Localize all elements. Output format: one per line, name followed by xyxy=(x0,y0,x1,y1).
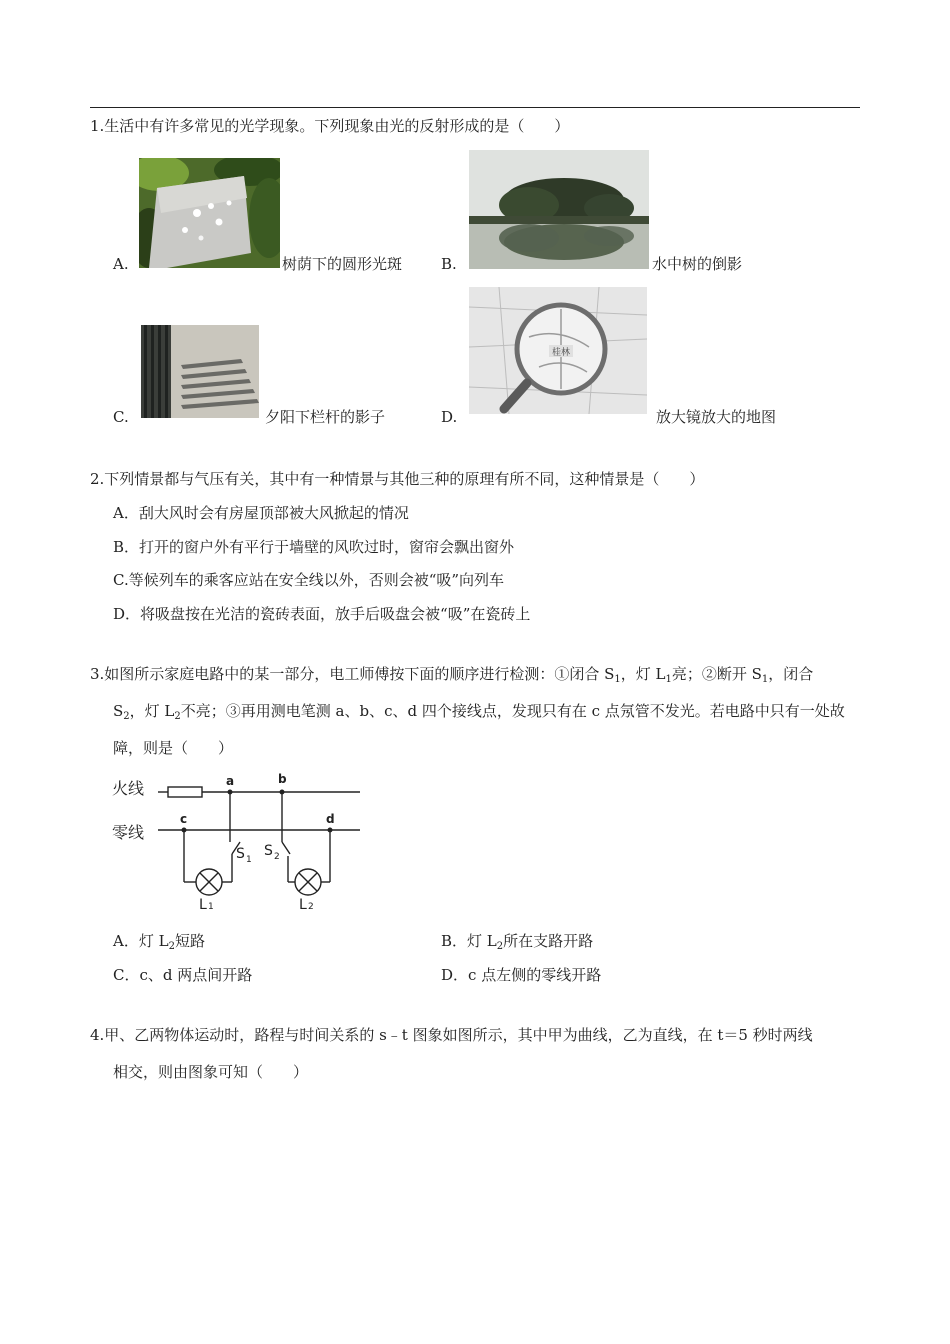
svg-text:1: 1 xyxy=(246,855,252,865)
map-label: 桂林 xyxy=(551,348,571,358)
neutral-wire-label: 零线 xyxy=(112,823,145,842)
option-a-image xyxy=(139,158,280,268)
lamp-l1 xyxy=(196,869,222,895)
option-b-text: 水中树的倒影 xyxy=(652,255,743,273)
svg-text:2: 2 xyxy=(308,902,314,910)
option-d-letter: D. xyxy=(441,408,458,426)
node-c: c xyxy=(180,812,188,826)
q3-line-2: $S_2$，灯 $L_2$不亮；③再用测电笔测 a、b、c、d 四个接线点，发现只有在 c 点氖管不发光。若电路中只有一处故 xyxy=(113,702,845,722)
switch-s2 xyxy=(282,842,290,854)
svg-text:2: 2 xyxy=(274,852,280,862)
option-c-text: 夕阳下栏杆的影子 xyxy=(265,408,386,426)
q4-line-2: 相交，则由图象可知（ ） xyxy=(113,1063,309,1081)
q3-option-d: D．c 点左侧的零线开路 xyxy=(441,966,602,984)
option-d-image xyxy=(469,287,647,414)
node-a: a xyxy=(226,774,235,788)
label-s2: S xyxy=(264,843,273,859)
option-a-text: 树荫下的圆形光斑 xyxy=(282,255,403,273)
q2-option-a: A．刮大风时会有房屋顶部被大风掀起的情况 xyxy=(113,504,409,522)
svg-text:1: 1 xyxy=(208,902,214,910)
option-d-text: 放大镜放大的地图 xyxy=(656,408,777,426)
q2-option-b: B．打开的窗户外有平行于墙壁的风吹过时，窗帘会飘出窗外 xyxy=(113,538,515,556)
q2-option-d: D．将吸盘按在光洁的瓷砖表面，放手后吸盘会被“吸”在瓷砖上 xyxy=(113,605,531,623)
label-l1: L xyxy=(199,897,207,910)
q2-option-c: C.等候列车的乘客应站在安全线以外，否则会被“吸”向列车 xyxy=(113,571,505,589)
label-l2: L xyxy=(299,897,307,910)
top-rule xyxy=(90,107,860,108)
option-c-image xyxy=(141,325,259,418)
q3-line-3: 障，则是（ ） xyxy=(113,739,234,757)
q3-option-a: A．灯 $L_2$短路 xyxy=(113,932,205,952)
q3-option-b: B．灯 $L_2$所在支路开路 xyxy=(441,932,594,952)
q3-line-1: 3.如图所示家庭电路中的某一部分，电工师傅按下面的顺序进行检测：①闭合 $S_1$，灯 $L_1$亮；②断开 $S_1$，闭合 xyxy=(90,665,814,685)
live-wire-label: 火线 xyxy=(112,779,145,798)
circuit-diagram xyxy=(110,770,370,910)
option-b-image xyxy=(469,150,649,269)
fuse xyxy=(168,787,202,797)
node-b: b xyxy=(278,772,287,786)
label-s1: S xyxy=(236,846,245,862)
option-c-letter: C. xyxy=(113,408,129,426)
option-b-letter: B. xyxy=(441,255,457,273)
option-a-letter: A. xyxy=(113,255,129,273)
q4-line-1: 4.甲、乙两物体运动时，路程与时间关系的 s﹣t 图象如图所示，其中甲为曲线，乙为直线，在 t＝5 秒时两线 xyxy=(90,1026,813,1044)
node-d: d xyxy=(326,812,335,826)
q1-stem: 1.生活中有许多常见的光学现象。下列现象由光的反射形成的是（ ） xyxy=(90,117,570,135)
q3-option-c: C．c、d 两点间开路 xyxy=(113,966,253,984)
lamp-l2 xyxy=(295,869,321,895)
q2-stem: 2.下列情景都与气压有关，其中有一种情景与其他三种的原理有所不同，这种情景是（ ） xyxy=(90,470,705,488)
